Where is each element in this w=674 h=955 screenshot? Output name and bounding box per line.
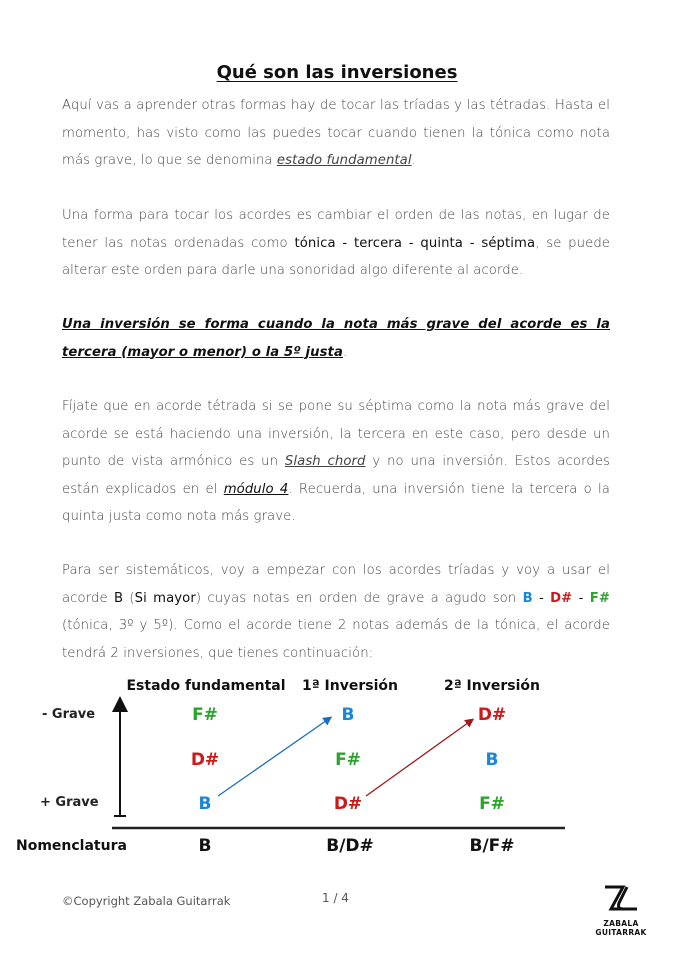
slash-text-b: y no una inversión. Estos acordes están explicados en el bbox=[62, 454, 611, 497]
module-4-link[interactable]: módulo 4 bbox=[223, 481, 289, 497]
note-col2-bottom: D# bbox=[333, 794, 363, 814]
note-col3-mid: B bbox=[485, 750, 499, 770]
intro-end: . bbox=[411, 153, 416, 168]
inversion-arrow-1 bbox=[218, 718, 330, 796]
nomenclature-b-f-sharp: B/F# bbox=[469, 836, 515, 856]
note-col1-mid: D# bbox=[190, 750, 220, 770]
nomenclature-b-d-sharp: B/D# bbox=[326, 836, 374, 856]
note-order: tónica - tercera - quinta - séptima bbox=[294, 235, 536, 251]
logo-text: ZABALA GUITARRAK bbox=[595, 919, 647, 937]
paragraph-chord-b bbox=[62, 557, 610, 667]
nomenclature-b: B bbox=[198, 836, 212, 856]
paragraph-definition bbox=[62, 311, 610, 366]
note-col1-top: F# bbox=[192, 705, 218, 725]
chord-text-a: Para ser sistemáticos, voy a empezar con los acordes tríadas y voy a usar el acorde bbox=[62, 563, 610, 606]
page-title: Qué son las inversiones bbox=[216, 62, 458, 83]
header-1-inversion: 1ª Inversión bbox=[302, 678, 398, 694]
dash-2: - bbox=[572, 590, 590, 606]
nomenclature-label: Nomenclatura bbox=[16, 838, 127, 854]
inversion-definition: Una inversión se forma cuando la nota más grave del acorde es la tercera (mayor o menor) o la 5º justa bbox=[62, 317, 610, 360]
slash-text-c: . Recuerda, una inversión tiene la tercera o la quinta justa como nota más grave. bbox=[62, 481, 610, 524]
chord-text-b: ( bbox=[123, 590, 135, 606]
order-text-a: Una forma para tocar los acordes es cambiar el orden de las notas, en lugar de tener las notas ordenadas como bbox=[62, 208, 610, 251]
inversions-diagram bbox=[0, 668, 674, 868]
zabala-guitarrak-logo bbox=[586, 883, 656, 937]
note-b: B bbox=[522, 590, 533, 606]
note-col2-mid: F# bbox=[335, 750, 361, 770]
paragraph-slash-chord bbox=[62, 393, 610, 531]
axis-label-top: - Grave bbox=[42, 707, 96, 722]
order-text-b: , se puede alterar este orden para darle una sonoridad algo diferente al acorde. bbox=[62, 235, 611, 278]
paragraph-intro bbox=[62, 92, 610, 175]
header-2-inversion: 2ª Inversión bbox=[444, 678, 540, 694]
note-col3-bottom: F# bbox=[479, 794, 505, 814]
slash-text-a: Fíjate que en acorde tétrada si se pone su séptima como la nota más grave del acorde se está haciendo una inversión, la tercera en este caso, pero desde un punto de vista armónico es un bbox=[62, 399, 610, 469]
chord-text-c: ) cuyas notas en orden de grave a agudo son bbox=[195, 590, 523, 606]
dash-1: - bbox=[532, 590, 551, 606]
slash-chord-link[interactable]: Slash chord bbox=[284, 454, 366, 469]
term-estado-fundamental: estado fundamental bbox=[276, 153, 412, 168]
header-estado-fundamental: Estado fundamental bbox=[126, 678, 286, 694]
note-col2-top: B bbox=[341, 705, 355, 725]
paragraph-order bbox=[62, 202, 610, 285]
note-d-sharp: D# bbox=[550, 590, 573, 606]
page-number: 1 / 4 bbox=[322, 891, 349, 905]
chord-name: Si mayor bbox=[134, 590, 196, 606]
inversion-arrow-2 bbox=[366, 720, 472, 796]
note-f-sharp: F# bbox=[589, 590, 610, 606]
note-col1-bottom: B bbox=[198, 794, 212, 814]
axis-label-bottom: + Grave bbox=[40, 795, 99, 810]
definition-end: . bbox=[342, 344, 348, 360]
chord-b: B bbox=[113, 590, 124, 606]
note-col3-top: D# bbox=[477, 705, 507, 725]
copyright: ©Copyright Zabala Guitarrak bbox=[62, 894, 231, 908]
zg-logo-icon bbox=[601, 883, 641, 913]
intro-text: Aquí vas a aprender otras formas hay de tocar las tríadas y las tétradas. Hasta el momento, has visto como las puedes tocar cuando tienen la tónica como nota más grave, lo que se denomina bbox=[62, 98, 610, 168]
chord-text-d: (tónica, 3º y 5º). Como el acorde tiene 2 notas además de la tónica, el acorde tendrá 2 inversiones, que tienes continuación: bbox=[62, 618, 610, 661]
